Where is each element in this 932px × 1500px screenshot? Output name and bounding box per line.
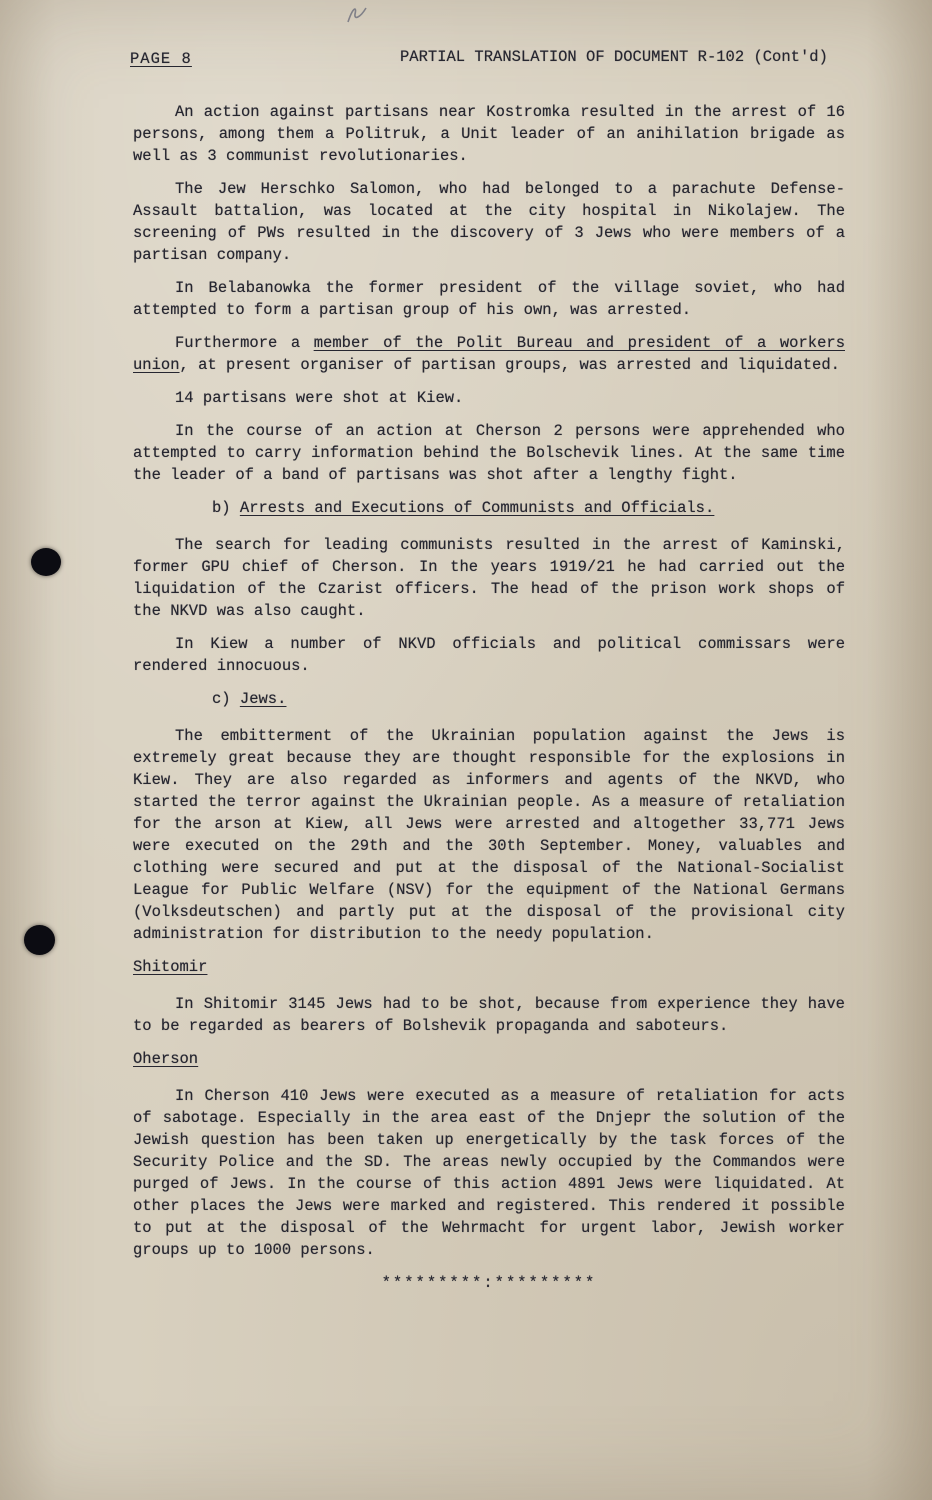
paragraph-polit-bureau-member	[133, 332, 845, 376]
heading-oherson	[133, 1048, 845, 1070]
text-run: Furthermore a	[175, 334, 314, 352]
stray-ink-mark	[344, 4, 370, 33]
text-run: The search for leading communists resulted in the arrest of Kaminski, former GPU chief of Cherson. In the years 1919/21 he had carried out the liquidation of the Czarist officers. The head of the prison work shops of the NKVD was also caught.	[133, 536, 845, 620]
paragraph-herschko-salomon	[133, 178, 845, 266]
paragraph-belabanowka	[133, 277, 845, 321]
heading-jews	[212, 688, 845, 710]
text-run: In Shitomir 3145 Jews had to be shot, because from experience they have to be regarded as bearers of Bolshevik propaganda and saboteurs.	[133, 995, 845, 1035]
underlined-text: Oherson	[133, 1050, 199, 1068]
underlined-text: Arrests and Executions of Communists and Officials.	[239, 499, 715, 517]
heading-arrests-executions	[212, 497, 845, 519]
document-body	[133, 101, 845, 1305]
heading-shitomir	[133, 956, 845, 978]
paragraph-partisans-shot-kiew	[133, 387, 845, 409]
text-run: In Belabanowka the former president of the village soviet, who had attempted to form a partisan group of his own, was arrested.	[133, 279, 845, 319]
text-run: , at present organiser of partisan groups, was arrested and liquidated.	[179, 356, 840, 374]
paragraph-cherson-jews	[133, 1085, 845, 1261]
text-run: The embitterment of the Ukrainian population against the Jews is extremely great because they are thought responsible for the explosions in Kiew. They are also regarded as informers and agents of the NKVD, who started the terror against the Ukrainian people. As a measure of retaliation for the arson at Kiew, all Jews were arrested and altogether 33,771 Jews were executed on the 29th and the 30th September. Money, valuables and clothing were secured and put at the disposal of the National-Socialist League for Public Welfare (NSV) for the equipment of the National Germans (Volksdeutschen) and partly put at the disposal of the provisional city administration for distribution to the needy population.	[133, 727, 845, 943]
underlined-text: Shitomir	[133, 958, 208, 976]
underlined-text: member of the Polit Bureau and president of a workers union	[133, 334, 845, 374]
hole-punch-top	[31, 548, 61, 576]
text-run: 14 partisans were shot at Kiew.	[175, 389, 464, 407]
text-run: An action against partisans near Kostromka resulted in the arrest of 16 persons, among them a Politruk, a Unit leader of an anihilation brigade as well as 3 communist revolutionaries.	[133, 103, 845, 165]
text-run: In Kiew a number of NKVD officials and political commissars were rendered innocuous.	[133, 635, 845, 675]
text-run: In the course of an action at Cherson 2 persons were apprehended who attempted to carry information behind the Bolschevik lines. At the same time the leader of a band of partisans was shot after a lengthy fight.	[133, 422, 845, 484]
text-run: *********:*********	[381, 1274, 597, 1292]
text-run: The Jew Herschko Salomon, who had belonged to a parachute Defense-Assault battalion, was located at the city hospital in Nikolajew. The screening of PWs resulted in the discovery of 3 Jews who were members of a partisan company.	[133, 180, 845, 264]
paragraph-jews-retaliation	[133, 725, 845, 945]
paragraph-shitomir	[133, 993, 845, 1037]
hole-punch-bottom	[24, 925, 55, 955]
paragraph-kiew-nkvd	[133, 633, 845, 677]
underlined-text: Jews.	[239, 690, 287, 708]
text-run: In Cherson 410 Jews were executed as a measure of retaliation for acts of sabotage. Especially in the area east of the Dnjepr the solution of the Jewish question has been taken up energetically by the task forces of the Security Police and the SD. The areas newly occupied by the Commandos were purged of Jews. In the course of this action 4891 Jews were liquidated. At other places the Jews were marked and registered. This rendered it possible to put at the disposal of the Wehrmacht for urgent labor, Jewish worker groups up to 1000 persons.	[133, 1087, 845, 1259]
document-title: PARTIAL TRANSLATION OF DOCUMENT R-102 (Cont'd)	[400, 48, 828, 66]
text-run: c)	[212, 690, 240, 708]
paragraph-kaminski-search	[133, 534, 845, 622]
text-run: b)	[212, 499, 240, 517]
separator-asterisks	[133, 1272, 845, 1294]
page-number: PAGE 8	[130, 50, 192, 68]
paragraph-kostromka-action	[133, 101, 845, 167]
paragraph-cherson-action	[133, 420, 845, 486]
